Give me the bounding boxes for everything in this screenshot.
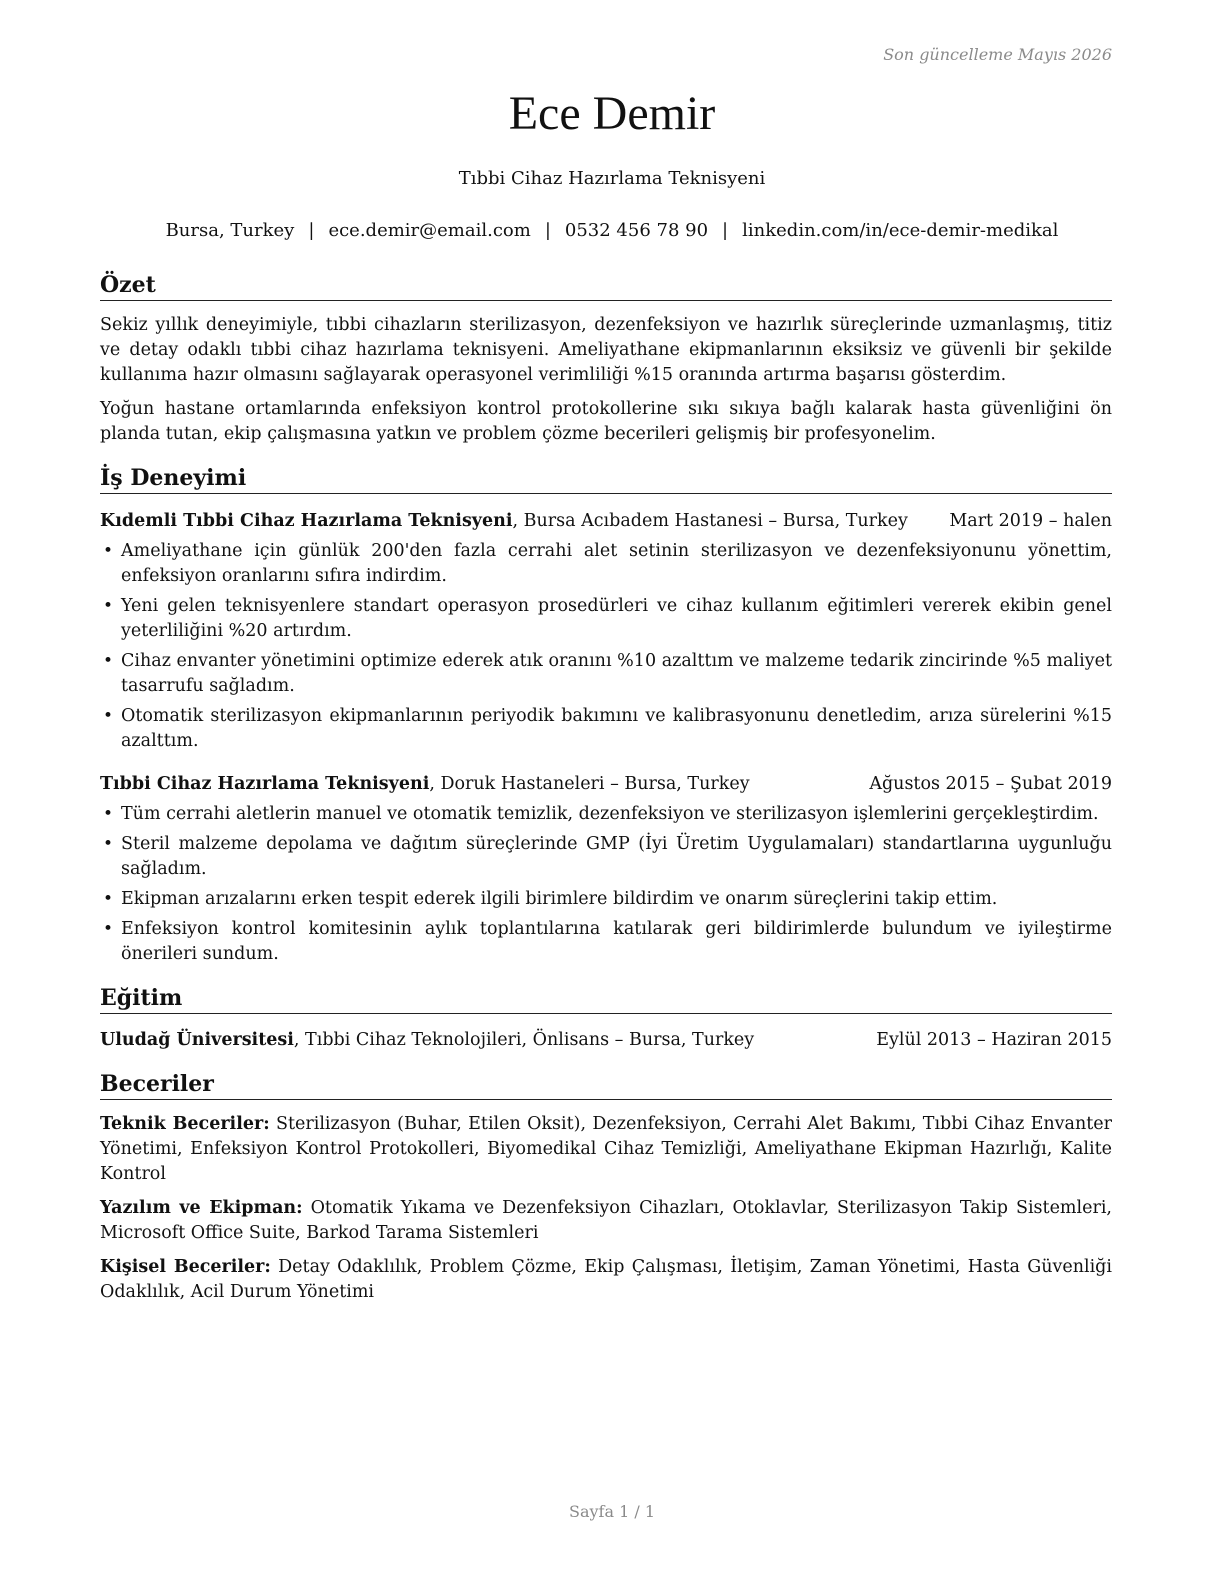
skill-group-text: Otomatik Yıkama ve Dezenfeksiyon Cihazları, Otoklavlar, Sterilizasyon Takip Sistemleri, Microsoft Office Suite, Barkod Tarama Sistemleri: [100, 1198, 1112, 1243]
contact-line: [0, 220, 1224, 241]
contact-separator: |: [544, 220, 551, 241]
summary-paragraph: Yoğun hastane ortamlarında enfeksiyon kontrol protokollerine sıkı sıkıya bağlı kalarak hasta güvenliğini ön planda tutan, ekip çalışmasına yatkın ve problem çözme becerileri gelişmiş bir profesyonelim.: [100, 399, 1112, 444]
job-bullet: [100, 704, 1112, 754]
job-bullet: [100, 539, 1112, 589]
job-company: , Bursa Acıbadem Hastanesi – Bursa, Turkey: [512, 511, 908, 531]
contact-location: Bursa, Turkey: [165, 220, 295, 241]
bullet-text: Yeni gelen teknisyenlere standart operasyon prosedürleri ve cihaz kullanım eğitimleri vererek ekibin genel yeterliliğini %20 artırdım.: [121, 596, 1112, 641]
education-school-details: [100, 1028, 754, 1053]
page-number: Sayfa 1 / 1: [568, 1502, 655, 1521]
experience-section: [100, 463, 1112, 967]
person-name: Ece Demir: [508, 87, 716, 140]
job-role-company: [100, 772, 750, 797]
bullet-text: Ameliyathane için günlük 200'den fazla cerrahi alet setinin sterilizasyon ve dezenfeksiyonunu yönettim, enfeksiyon oranlarını sıfıra indirdim.: [121, 541, 1112, 586]
job-bullet: [100, 917, 1112, 967]
contact-email[interactable]: ece.demir@email.com: [328, 220, 531, 241]
skill-group-label: Kişisel Beceriler:: [100, 1257, 271, 1277]
job-bullet: [100, 887, 1112, 912]
job-entry: [100, 772, 1112, 967]
contact-phone[interactable]: 0532 456 78 90: [564, 220, 709, 241]
job-bullets: [100, 539, 1112, 754]
bullet-text: Ekipman arızalarını erken tespit ederek ilgili birimlere bildirdim ve onarım süreçlerini takip ettim.: [121, 889, 998, 909]
summary-paragraph: Sekiz yıllık deneyimiyle, tıbbi cihazların sterilizasyon, dezenfeksiyon ve hazırlık süreçlerinde uzmanlaşmış, titiz ve detay odaklı tıbbi cihaz hazırlama teknisyeni. Ameliyathane ekipmanlarının eksiksiz ve güvenli bir şekilde kullanıma hazır olmasını sağlayarak operasyonel verimliliği %15 oranında artırma başarısı gösterdim.: [100, 315, 1112, 385]
contact-separator: |: [308, 220, 315, 241]
job-bullet: [100, 594, 1112, 644]
bullet-dot: •: [103, 889, 114, 909]
contact-separator: |: [722, 220, 729, 241]
job-bullet: [100, 649, 1112, 699]
education-entry: [100, 1028, 1112, 1053]
skill-group-text: Sterilizasyon (Buhar, Etilen Oksit), Dezenfeksiyon, Cerrahi Alet Bakımı, Tıbbi Cihaz Envanter Yönetimi, Enfeksiyon Kontrol Protokolleri, Biyomedikal Cihaz Temizliği, Ameliyathane Ekipman Hazırlığı, Kalite Kontrol: [100, 1114, 1112, 1184]
skill-group: [100, 1112, 1112, 1187]
education-heading: Eğitim: [100, 983, 1112, 1014]
skill-group: [100, 1255, 1112, 1305]
job-role: Tıbbi Cihaz Hazırlama Teknisyeni: [100, 774, 430, 794]
bullet-text: Otomatik sterilizasyon ekipmanlarının periyodik bakımını ve kalibrasyonunu denetledim, arıza sürelerini %15 azalttım.: [121, 706, 1112, 751]
skill-group: [100, 1196, 1112, 1246]
bullet-text: Cihaz envanter yönetimini optimize ederek atık oranını %10 azalttım ve malzeme tedarik zincirinde %5 maliyet tasarrufu sağladım.: [121, 651, 1112, 696]
skill-group-label: Yazılım ve Ekipman:: [100, 1198, 303, 1218]
bullet-text: Steril malzeme depolama ve dağıtım süreçlerinde GMP (İyi Üretim Uygulamaları) standartlarına uygunluğu sağladım.: [121, 834, 1112, 879]
job-entry: [100, 509, 1112, 754]
job-bullets: [100, 802, 1112, 967]
skill-group-label: Teknik Beceriler:: [100, 1114, 270, 1134]
bullet-dot: •: [103, 651, 114, 671]
bullet-dot: •: [103, 541, 114, 561]
job-role-company: [100, 509, 908, 534]
job-bullet: [100, 832, 1112, 882]
job-dates: Mart 2019 – halen: [949, 511, 1112, 531]
bullet-text: Enfeksiyon kontrol komitesinin aylık toplantılarına katılarak geri bildirimlerde bulundum ve iyileştirme önerileri sundum.: [121, 919, 1112, 964]
job-dates: Ağustos 2015 – Şubat 2019: [869, 774, 1112, 794]
education-school: Uludağ Üniversitesi: [100, 1030, 294, 1050]
bullet-dot: •: [103, 706, 114, 726]
job-header: [100, 772, 1112, 797]
summary-section: [100, 270, 1112, 447]
job-header: [100, 509, 1112, 534]
bullet-dot: •: [103, 919, 114, 939]
job-company: , Doruk Hastaneleri – Bursa, Turkey: [429, 774, 750, 794]
bullet-dot: •: [103, 834, 114, 854]
job-bullet: [100, 802, 1112, 827]
bullet-dot: •: [103, 596, 114, 616]
job-role: Kıdemli Tıbbi Cihaz Hazırlama Teknisyeni: [100, 511, 513, 531]
resume-content: [100, 270, 1112, 1305]
bullet-text: Tüm cerrahi aletlerin manuel ve otomatik temizlik, dezenfeksiyon ve sterilizasyon işlemlerini gerçekleştirdim.: [121, 804, 1099, 824]
experience-heading: İş Deneyimi: [100, 463, 1112, 494]
education-details: , Tıbbi Cihaz Teknolojileri, Önlisans – Bursa, Turkey: [293, 1030, 755, 1050]
summary-heading: Özet: [100, 270, 1112, 301]
contact-linkedin[interactable]: linkedin.com/in/ece-demir-medikal: [742, 220, 1059, 241]
skills-section: [100, 1069, 1112, 1305]
bullet-dot: •: [103, 804, 114, 824]
education-dates: Eylül 2013 – Haziran 2015: [876, 1030, 1112, 1050]
education-section: [100, 983, 1112, 1053]
last-updated: Son güncelleme Mayıs 2026: [883, 45, 1112, 64]
skill-group-text: Detay Odaklılık, Problem Çözme, Ekip Çalışması, İletişim, Zaman Yönetimi, Hasta Güvenliği Odaklılık, Acil Durum Yönetimi: [100, 1257, 1112, 1302]
skills-heading: Beceriler: [100, 1069, 1112, 1100]
job-title: Tıbbi Cihaz Hazırlama Teknisyeni: [458, 168, 766, 189]
